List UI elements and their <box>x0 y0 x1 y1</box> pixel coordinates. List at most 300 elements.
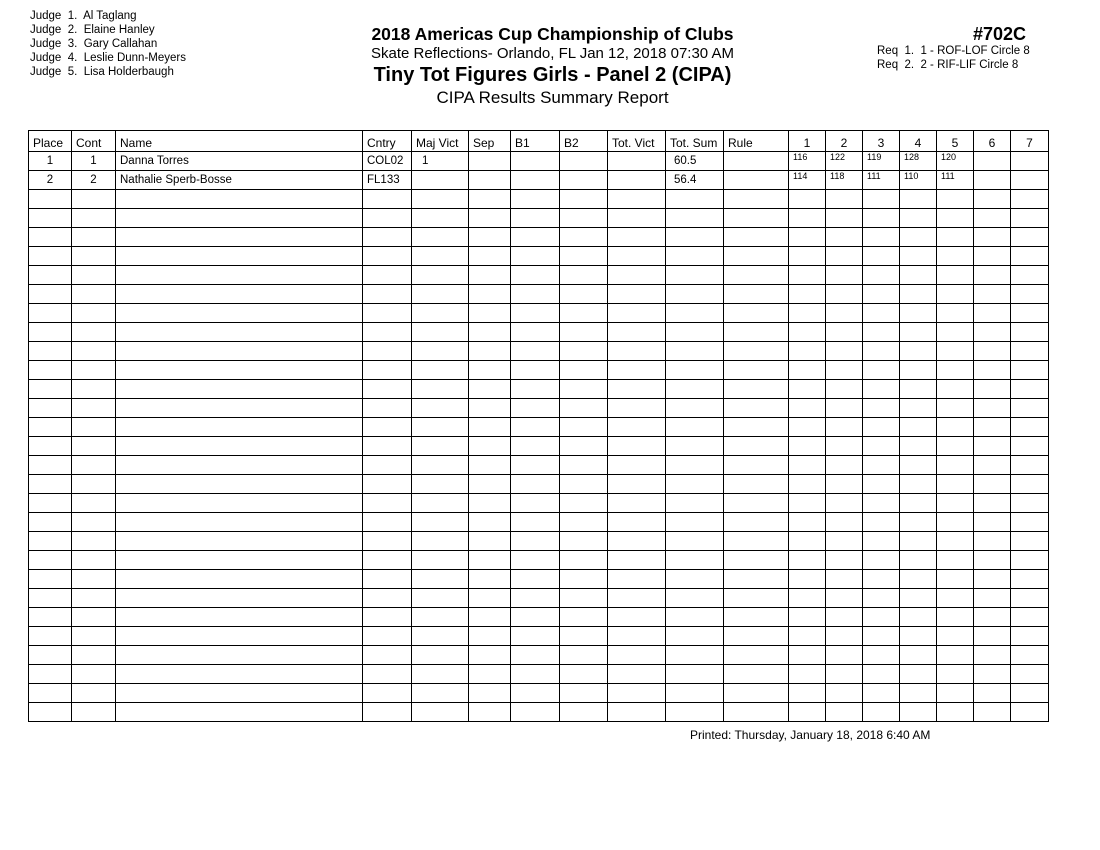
empty-cell <box>826 627 863 646</box>
empty-cell <box>666 304 724 323</box>
empty-cell <box>974 570 1011 589</box>
empty-cell <box>826 703 863 722</box>
empty-cell <box>72 589 116 608</box>
empty-cell <box>937 418 974 437</box>
empty-cell <box>900 361 937 380</box>
table-header-row <box>29 131 1049 152</box>
empty-cell <box>560 418 608 437</box>
judge-column-header: 3 <box>863 131 900 152</box>
empty-cell <box>608 399 666 418</box>
empty-cell <box>363 665 412 684</box>
empty-cell <box>363 475 412 494</box>
empty-cell <box>1011 684 1049 703</box>
empty-table-row <box>29 532 1049 551</box>
empty-table-row <box>29 551 1049 570</box>
empty-cell <box>789 608 826 627</box>
empty-cell <box>116 361 363 380</box>
empty-cell <box>116 342 363 361</box>
sep-cell <box>469 171 511 190</box>
empty-cell <box>900 532 937 551</box>
empty-cell <box>937 665 974 684</box>
judge-entry: Judge 3. Gary Callahan <box>30 38 158 50</box>
empty-cell <box>511 209 560 228</box>
empty-cell <box>1011 456 1049 475</box>
empty-cell <box>724 646 789 665</box>
judge-column-header: 4 <box>900 131 937 152</box>
empty-cell <box>937 589 974 608</box>
empty-cell <box>826 399 863 418</box>
empty-cell <box>789 361 826 380</box>
empty-cell <box>666 570 724 589</box>
judge-entry: Judge 2. Elaine Hanley <box>30 24 155 36</box>
empty-cell <box>560 380 608 399</box>
empty-cell <box>29 532 72 551</box>
empty-cell <box>608 266 666 285</box>
judge-column-header: 6 <box>974 131 1011 152</box>
empty-cell <box>72 665 116 684</box>
empty-cell <box>666 646 724 665</box>
empty-cell <box>412 494 469 513</box>
place-cell: 1 <box>29 152 72 171</box>
empty-cell <box>72 646 116 665</box>
empty-cell <box>511 342 560 361</box>
empty-cell <box>363 646 412 665</box>
empty-cell <box>826 475 863 494</box>
empty-cell <box>29 209 72 228</box>
judge-column-header: 7 <box>1011 131 1049 152</box>
empty-cell <box>560 665 608 684</box>
empty-cell <box>560 703 608 722</box>
empty-cell <box>116 285 363 304</box>
empty-cell <box>29 418 72 437</box>
empty-cell <box>29 646 72 665</box>
empty-cell <box>724 475 789 494</box>
empty-cell <box>900 608 937 627</box>
empty-cell <box>789 437 826 456</box>
empty-cell <box>72 437 116 456</box>
empty-cell <box>789 570 826 589</box>
empty-cell <box>511 399 560 418</box>
empty-cell <box>560 190 608 209</box>
rule-cell <box>724 171 789 190</box>
empty-cell <box>608 342 666 361</box>
empty-cell <box>1011 228 1049 247</box>
empty-cell <box>412 551 469 570</box>
empty-cell <box>826 209 863 228</box>
empty-table-row <box>29 380 1049 399</box>
empty-cell <box>72 266 116 285</box>
empty-cell <box>974 456 1011 475</box>
empty-cell <box>560 646 608 665</box>
empty-cell <box>116 266 363 285</box>
empty-cell <box>29 475 72 494</box>
table-row <box>29 152 1049 171</box>
empty-cell <box>900 456 937 475</box>
empty-cell <box>974 646 1011 665</box>
empty-cell <box>511 361 560 380</box>
empty-cell <box>826 361 863 380</box>
column-header: Name <box>116 131 363 152</box>
empty-cell <box>937 323 974 342</box>
empty-cell <box>560 342 608 361</box>
empty-cell <box>29 437 72 456</box>
empty-cell <box>116 456 363 475</box>
empty-cell <box>900 285 937 304</box>
skater-name-cell: Nathalie Sperb-Bosse <box>116 171 363 190</box>
empty-cell <box>1011 418 1049 437</box>
empty-cell <box>116 399 363 418</box>
place-cell: 2 <box>29 171 72 190</box>
empty-cell <box>900 475 937 494</box>
empty-cell <box>900 247 937 266</box>
empty-cell <box>1011 304 1049 323</box>
empty-cell <box>826 513 863 532</box>
empty-cell <box>666 513 724 532</box>
empty-cell <box>469 304 511 323</box>
empty-cell <box>560 608 608 627</box>
empty-cell <box>560 228 608 247</box>
empty-cell <box>608 190 666 209</box>
empty-cell <box>116 589 363 608</box>
empty-cell <box>72 209 116 228</box>
empty-cell <box>560 475 608 494</box>
empty-cell <box>560 266 608 285</box>
empty-cell <box>412 684 469 703</box>
event-number: #702C <box>972 24 1026 44</box>
empty-cell <box>826 380 863 399</box>
event-title: Tiny Tot Figures Girls - Panel 2 (CIPA) <box>373 64 732 86</box>
empty-cell <box>863 608 900 627</box>
empty-cell <box>937 684 974 703</box>
empty-cell <box>826 551 863 570</box>
empty-table-row <box>29 266 1049 285</box>
contestant-number-cell: 2 <box>72 171 116 190</box>
empty-cell <box>789 323 826 342</box>
judge-entry: Judge 4. Leslie Dunn-Meyers <box>30 52 186 64</box>
empty-cell <box>469 475 511 494</box>
empty-cell <box>724 380 789 399</box>
b1-cell <box>511 171 560 190</box>
empty-cell <box>1011 190 1049 209</box>
empty-table-row <box>29 247 1049 266</box>
empty-table-row <box>29 418 1049 437</box>
empty-cell <box>608 285 666 304</box>
column-header: Cntry <box>363 131 412 152</box>
judge-column-header: 1 <box>789 131 826 152</box>
empty-cell <box>724 361 789 380</box>
empty-cell <box>1011 380 1049 399</box>
empty-cell <box>789 418 826 437</box>
empty-cell <box>666 418 724 437</box>
empty-table-row <box>29 570 1049 589</box>
championship-title: 2018 Americas Cup Championship of Clubs <box>371 24 734 44</box>
empty-cell <box>363 627 412 646</box>
empty-cell <box>937 608 974 627</box>
empty-cell <box>1011 323 1049 342</box>
empty-cell <box>666 228 724 247</box>
empty-cell <box>363 228 412 247</box>
judge-score-cell: 114 <box>789 171 826 190</box>
empty-cell <box>826 418 863 437</box>
empty-cell <box>412 589 469 608</box>
empty-table-row <box>29 323 1049 342</box>
empty-cell <box>900 646 937 665</box>
empty-cell <box>900 551 937 570</box>
empty-cell <box>560 285 608 304</box>
empty-cell <box>560 551 608 570</box>
empty-cell <box>789 703 826 722</box>
empty-cell <box>724 247 789 266</box>
empty-cell <box>412 228 469 247</box>
empty-cell <box>900 703 937 722</box>
empty-table-row <box>29 665 1049 684</box>
empty-cell <box>469 285 511 304</box>
empty-cell <box>789 665 826 684</box>
empty-cell <box>900 627 937 646</box>
empty-cell <box>72 703 116 722</box>
empty-cell <box>116 247 363 266</box>
empty-cell <box>724 570 789 589</box>
empty-cell <box>666 190 724 209</box>
empty-cell <box>469 570 511 589</box>
total-victories-cell <box>608 171 666 190</box>
empty-cell <box>937 532 974 551</box>
empty-cell <box>511 304 560 323</box>
empty-table-row <box>29 228 1049 247</box>
empty-cell <box>511 228 560 247</box>
empty-cell <box>666 703 724 722</box>
empty-cell <box>116 684 363 703</box>
empty-cell <box>72 627 116 646</box>
empty-cell <box>789 304 826 323</box>
empty-cell <box>608 228 666 247</box>
empty-cell <box>511 551 560 570</box>
empty-cell <box>724 209 789 228</box>
column-header: Maj Vict <box>412 131 469 152</box>
empty-cell <box>412 399 469 418</box>
empty-cell <box>1011 570 1049 589</box>
empty-cell <box>863 684 900 703</box>
empty-cell <box>363 532 412 551</box>
empty-cell <box>900 228 937 247</box>
empty-cell <box>974 228 1011 247</box>
empty-cell <box>72 380 116 399</box>
empty-cell <box>863 209 900 228</box>
empty-cell <box>863 703 900 722</box>
empty-cell <box>608 665 666 684</box>
empty-cell <box>937 304 974 323</box>
empty-table-row <box>29 684 1049 703</box>
empty-cell <box>826 228 863 247</box>
empty-cell <box>826 646 863 665</box>
empty-cell <box>863 456 900 475</box>
empty-cell <box>937 646 974 665</box>
empty-cell <box>412 475 469 494</box>
empty-cell <box>363 513 412 532</box>
empty-cell <box>560 304 608 323</box>
empty-cell <box>608 475 666 494</box>
empty-cell <box>937 627 974 646</box>
empty-cell <box>412 608 469 627</box>
empty-cell <box>116 323 363 342</box>
empty-cell <box>900 342 937 361</box>
empty-cell <box>724 684 789 703</box>
empty-cell <box>363 209 412 228</box>
empty-cell <box>937 228 974 247</box>
empty-cell <box>29 703 72 722</box>
empty-cell <box>789 342 826 361</box>
empty-cell <box>974 551 1011 570</box>
total-victories-cell <box>608 152 666 171</box>
empty-cell <box>412 627 469 646</box>
empty-cell <box>937 285 974 304</box>
empty-cell <box>826 266 863 285</box>
empty-cell <box>511 627 560 646</box>
empty-cell <box>974 532 1011 551</box>
sep-cell <box>469 152 511 171</box>
empty-cell <box>863 342 900 361</box>
printed-timestamp: Printed: Thursday, January 18, 2018 6:40 AM <box>690 728 931 742</box>
empty-cell <box>363 437 412 456</box>
empty-cell <box>789 209 826 228</box>
empty-cell <box>863 380 900 399</box>
empty-cell <box>789 380 826 399</box>
empty-cell <box>724 513 789 532</box>
judge-score-cell <box>974 152 1011 171</box>
empty-cell <box>363 551 412 570</box>
empty-cell <box>29 456 72 475</box>
empty-cell <box>72 475 116 494</box>
empty-cell <box>974 209 1011 228</box>
empty-cell <box>863 247 900 266</box>
empty-cell <box>72 551 116 570</box>
empty-cell <box>789 513 826 532</box>
empty-cell <box>724 266 789 285</box>
empty-cell <box>363 285 412 304</box>
empty-cell <box>560 456 608 475</box>
empty-cell <box>863 266 900 285</box>
empty-cell <box>608 494 666 513</box>
rule-cell <box>724 152 789 171</box>
empty-cell <box>1011 494 1049 513</box>
column-header: B1 <box>511 131 560 152</box>
empty-cell <box>666 342 724 361</box>
empty-cell <box>666 361 724 380</box>
empty-cell <box>724 703 789 722</box>
empty-cell <box>363 589 412 608</box>
empty-cell <box>469 646 511 665</box>
empty-cell <box>116 513 363 532</box>
empty-cell <box>511 285 560 304</box>
empty-cell <box>511 703 560 722</box>
empty-cell <box>363 342 412 361</box>
b2-cell <box>560 152 608 171</box>
empty-cell <box>900 399 937 418</box>
empty-cell <box>29 361 72 380</box>
empty-cell <box>412 513 469 532</box>
empty-cell <box>469 228 511 247</box>
empty-cell <box>863 418 900 437</box>
empty-cell <box>29 304 72 323</box>
empty-cell <box>937 551 974 570</box>
empty-cell <box>72 494 116 513</box>
judge-list <box>30 9 186 79</box>
report-title: CIPA Results Summary Report <box>436 88 669 107</box>
country-cell: FL133 <box>363 171 412 190</box>
judge-score-cell: 110 <box>900 171 937 190</box>
empty-cell <box>469 608 511 627</box>
empty-cell <box>412 247 469 266</box>
empty-cell <box>826 437 863 456</box>
empty-cell <box>974 247 1011 266</box>
empty-cell <box>608 551 666 570</box>
skater-name-cell: Danna Torres <box>116 152 363 171</box>
empty-cell <box>1011 361 1049 380</box>
empty-cell <box>116 665 363 684</box>
empty-cell <box>789 589 826 608</box>
empty-cell <box>974 266 1011 285</box>
empty-cell <box>469 437 511 456</box>
empty-cell <box>560 437 608 456</box>
empty-cell <box>412 323 469 342</box>
empty-table-row <box>29 494 1049 513</box>
empty-cell <box>608 532 666 551</box>
empty-cell <box>724 418 789 437</box>
empty-cell <box>72 456 116 475</box>
empty-cell <box>469 627 511 646</box>
empty-cell <box>974 475 1011 494</box>
empty-cell <box>826 684 863 703</box>
empty-cell <box>511 437 560 456</box>
judge-score-cell <box>1011 152 1049 171</box>
column-header: Cont <box>72 131 116 152</box>
empty-cell <box>511 684 560 703</box>
empty-table-row <box>29 608 1049 627</box>
empty-cell <box>72 304 116 323</box>
empty-cell <box>900 266 937 285</box>
empty-cell <box>826 285 863 304</box>
empty-cell <box>937 342 974 361</box>
empty-cell <box>72 361 116 380</box>
empty-cell <box>560 532 608 551</box>
empty-cell <box>29 266 72 285</box>
empty-cell <box>724 532 789 551</box>
empty-cell <box>1011 646 1049 665</box>
empty-table-row <box>29 285 1049 304</box>
empty-cell <box>789 475 826 494</box>
empty-cell <box>666 285 724 304</box>
empty-cell <box>560 209 608 228</box>
empty-cell <box>412 418 469 437</box>
empty-cell <box>29 665 72 684</box>
empty-cell <box>789 399 826 418</box>
column-header: B2 <box>560 131 608 152</box>
empty-cell <box>511 494 560 513</box>
empty-cell <box>116 703 363 722</box>
empty-cell <box>72 608 116 627</box>
empty-cell <box>826 342 863 361</box>
empty-cell <box>826 494 863 513</box>
empty-cell <box>826 665 863 684</box>
empty-table-row <box>29 703 1049 722</box>
empty-cell <box>666 247 724 266</box>
column-header: Place <box>29 131 72 152</box>
judge-column-header: 2 <box>826 131 863 152</box>
empty-cell <box>363 380 412 399</box>
judge-score-cell: 116 <box>789 152 826 171</box>
empty-cell <box>29 627 72 646</box>
empty-cell <box>363 304 412 323</box>
